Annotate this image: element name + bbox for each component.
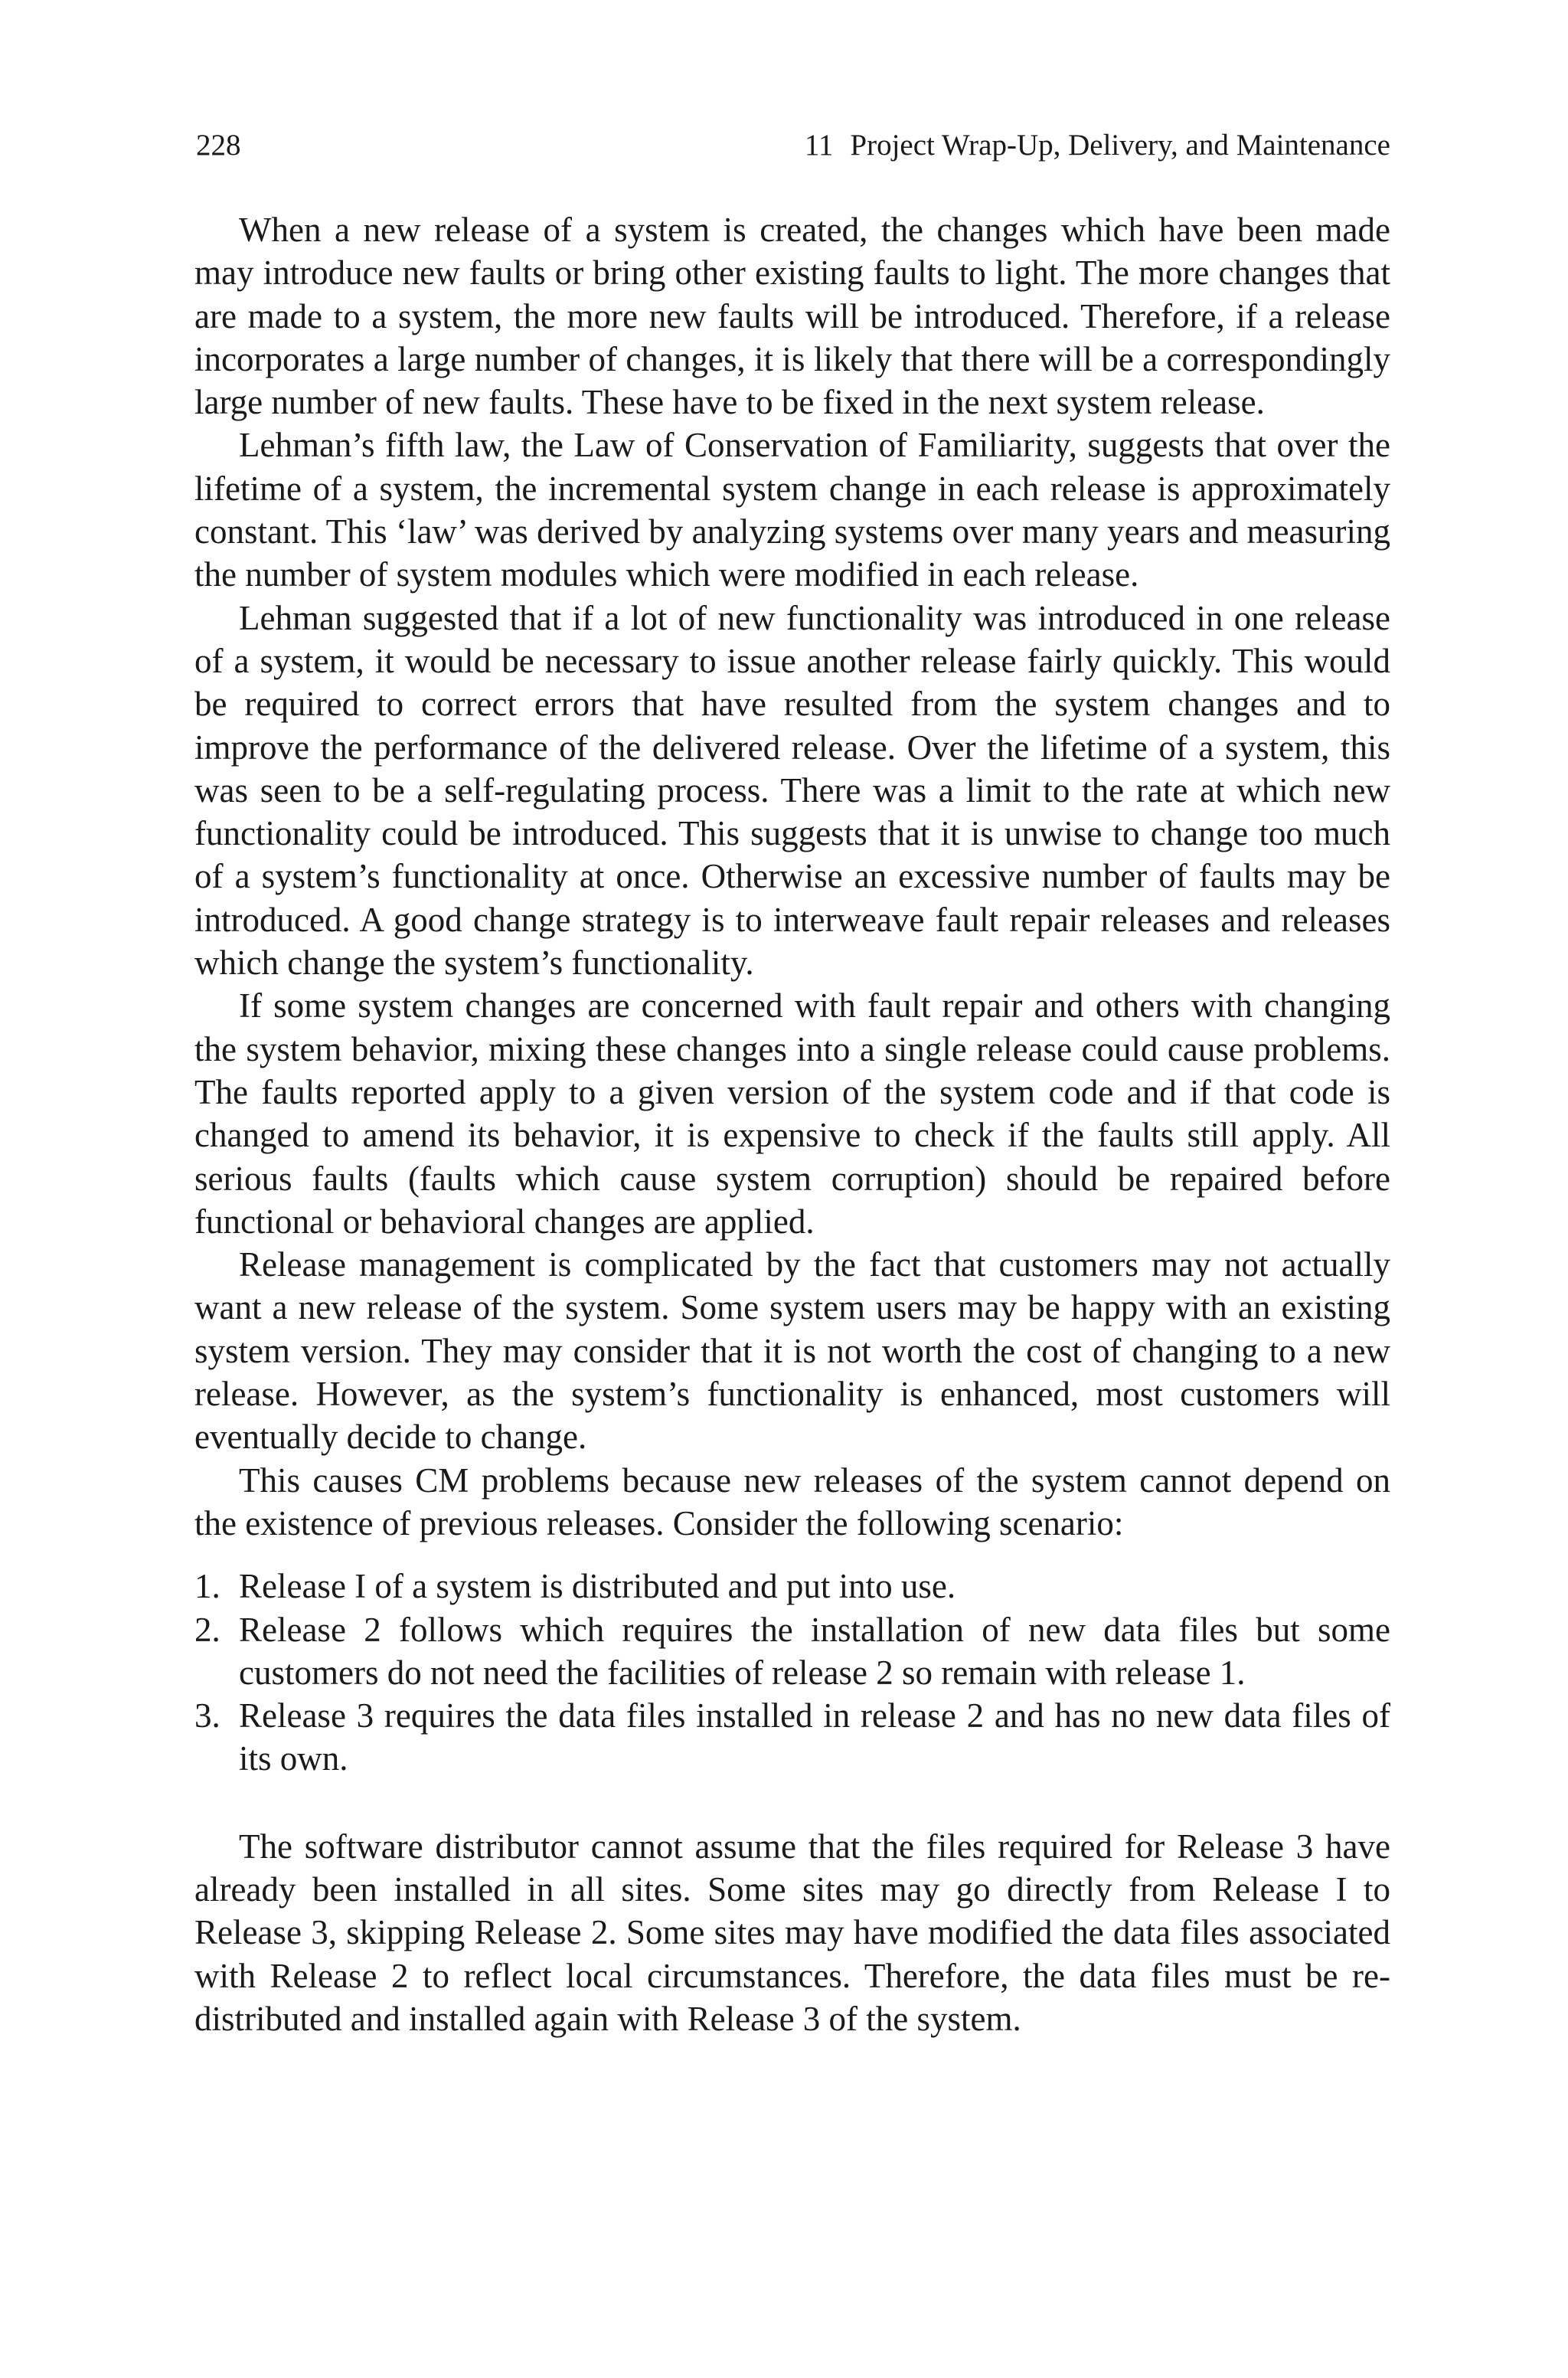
list-marker: 3. bbox=[194, 1696, 220, 1735]
paragraph: Release management is complicated by the fact that customers may not actually want a new release of the system. Some system users may be happy with an existing system version. They may consider that it is not worth the cost of changing to a new release. However, as the system’s functionality is enhanced, most customers will eventually decide to change. bbox=[194, 1245, 1390, 1457]
running-head bbox=[196, 123, 1390, 168]
paragraph: Lehman suggested that if a lot of new functionality was introduced in one release of a system, it would be necessary to issue another release fairly quickly. This would be required to correct errors that have resulted from the system changes and to improve the performance of the delivered release. Over the lifetime of a system, this was seen to be a self-regulating process. There was a limit to the rate at which new functionality could be introduced. This suggests that it is unwise to change too much of a system’s functionality at once. Otherwise an excessive number of faults may be introduced. A good change strategy is to interweave fault repair releases and releases which change the system’s functionality. bbox=[194, 598, 1390, 983]
chapter-title: Project Wrap-Up, Delivery, and Maintenance bbox=[850, 129, 1390, 162]
list-item bbox=[194, 1608, 1390, 1695]
paragraph: If some system changes are concerned with fault repair and others with changing the system behavior, mixing these changes into a single release could cause problems. The faults reported apply to a given version of the system code and if that code is changed to amend its behavior, it is expensive to check if the faults still apply. All serious faults (faults which cause system corruption) should be repaired before functional or behavioral changes are applied. bbox=[194, 986, 1390, 1241]
chapter-number: 11 bbox=[804, 129, 834, 162]
list-item-text: Release I of a system is distributed and put into use. bbox=[239, 1567, 956, 1606]
list-item bbox=[194, 1694, 1390, 1781]
list-item-text: Release 3 requires the data files installed in release 2 and has no new data files of its own. bbox=[239, 1696, 1390, 1778]
list-marker: 2. bbox=[194, 1610, 220, 1649]
list-item-text: Release 2 follows which requires the installation of new data files but some customers do not need the facilities of release 2 so remain with release 1. bbox=[239, 1610, 1390, 1692]
paragraph: This causes CM problems because new releases of the system cannot depend on the existence of previous releases. Consider the following scenario: bbox=[194, 1460, 1390, 1542]
scenario-list bbox=[194, 1565, 1390, 1780]
closing-paragraph: The software distributor cannot assume that the files required for Release 3 have already been installed in all sites. Some sites may go directly from Release I to Release 3, skipping Release 2. Some sites may have modified the data files associated with Release 2 to reflect local circumstances. Therefore, the data files must be re-distributed and installed again with Release 3 of the system. bbox=[194, 1827, 1390, 2038]
page-number: 228 bbox=[196, 129, 241, 162]
paragraph: When a new release of a system is created, the changes which have been made may introduce new faults or bring other existing faults to light. The more changes that are made to a system, the more new faults will be introduced. Therefore, if a release incorporates a large number of changes, it is likely that there will be a correspondingly large number of new faults. These have to be fixed in the next system release. bbox=[194, 211, 1390, 422]
body-text bbox=[194, 208, 1390, 2040]
paragraph: Lehman’s fifth law, the Law of Conservation of Familiarity, suggests that over the lifetime of a system, the incremental system change in each release is approximately constant. This ‘law’ was derived by analyzing systems over many years and measuring the number of system modules which were modified in each release. bbox=[194, 426, 1390, 594]
list-marker: 1. bbox=[194, 1567, 220, 1606]
chapter-heading bbox=[805, 123, 1390, 168]
list-item bbox=[194, 1565, 1390, 1608]
